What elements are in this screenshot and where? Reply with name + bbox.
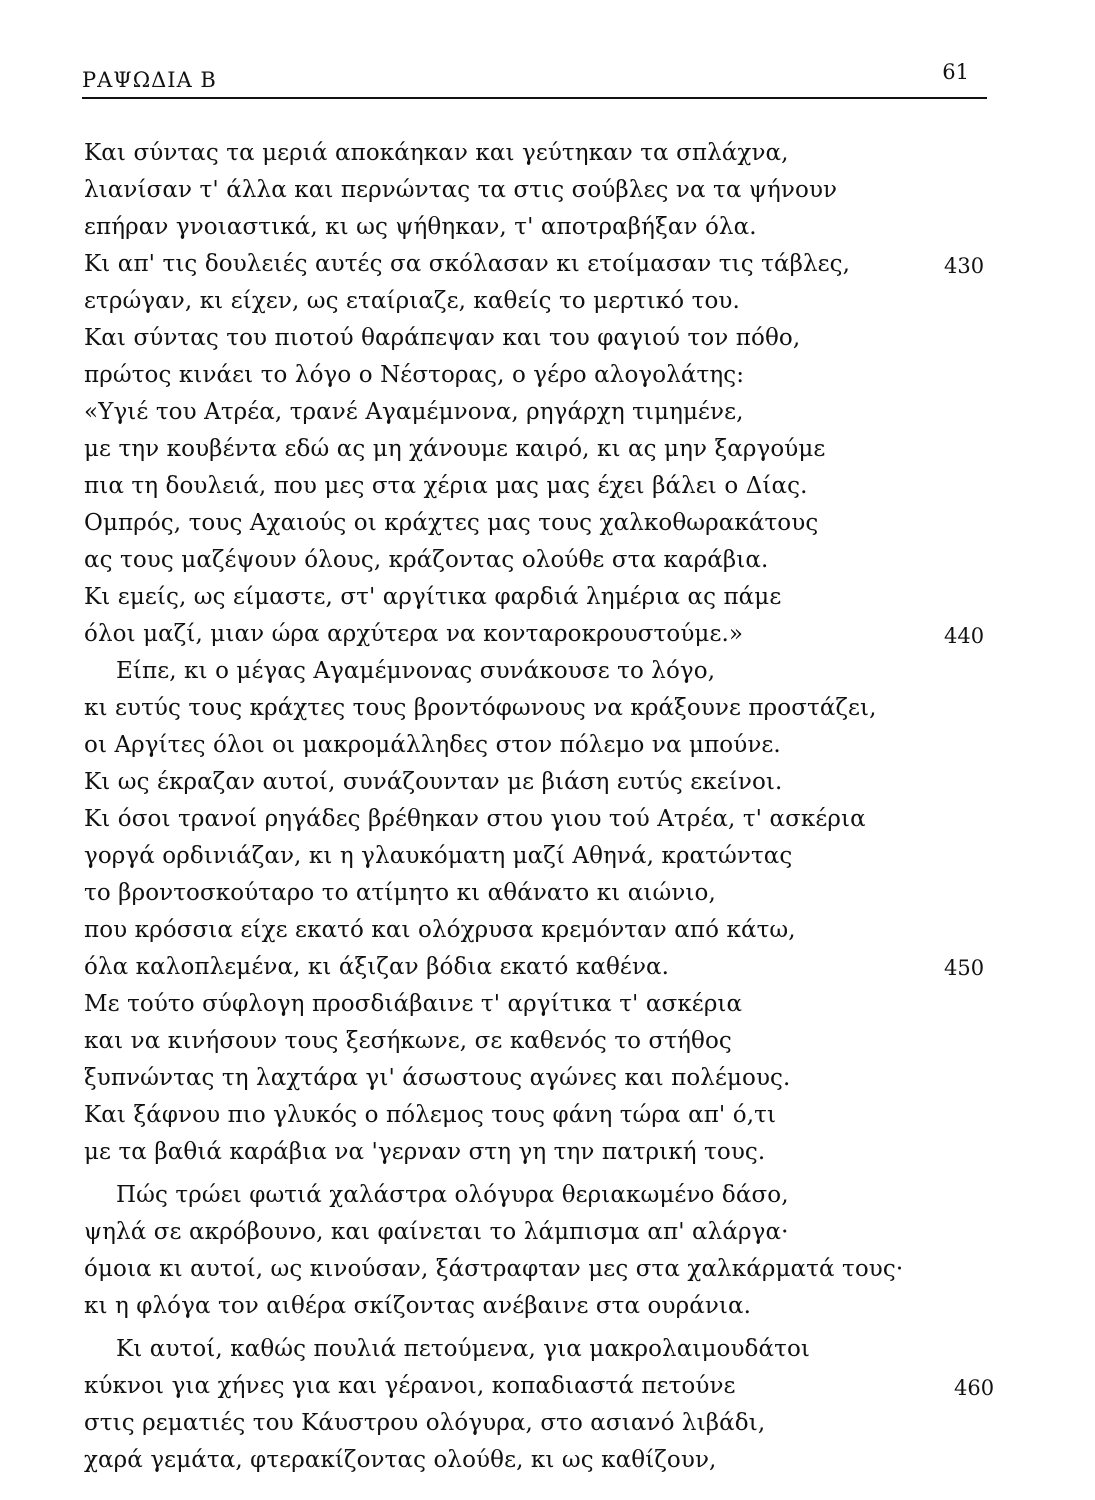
verse-line: ετρώγαν, κι είχεν, ως εταίριαζε, καθείς το μερτικό του.: [84, 288, 740, 314]
verse-line: ψηλά σε ακρόβουνο, και φαίνεται το λάμπισμα απ' αλάργα·: [84, 1219, 789, 1245]
verse-line: πια τη δουλειά, που μες στα χέρια μας μας έχει βάλει ο Δίας.: [84, 473, 808, 499]
verse-number: 430: [944, 254, 985, 278]
verse-line: Πώς τρώει φωτιά χαλάστρα ολόγυρα θεριακωμένο δάσο,: [116, 1182, 789, 1208]
verse-line: Και σύντας του πιοτού θαράπεψαν και του φαγιού τον πόθο,: [84, 325, 801, 351]
verse-line: στις ρεματιές του Κάυστρου ολόγυρα, στο ασιανό λιβάδι,: [84, 1410, 766, 1436]
verse-line: Κι όσοι τρανοί ρηγάδες βρέθηκαν στου γιου τού Ατρέα, τ' ασκέρια: [84, 806, 866, 832]
page-number: 61: [942, 60, 969, 84]
verse-line: Κι εμείς, ως είμαστε, στ' αργίτικα φαρδιά λημέρια ας πάμε: [84, 584, 782, 610]
verse-line: ξυπνώντας τη λαχτάρα γι' άσωστους αγώνες και πολέμους.: [84, 1065, 791, 1091]
verse-line: οι Αργίτες όλοι οι μακρομάλληδες στον πόλεμο να μπούνε.: [84, 732, 781, 758]
verse-line: όμοια κι αυτοί, ως κινούσαν, ξάστραφταν μες στα χαλκάρματά τους·: [84, 1256, 904, 1282]
verse-line: που κρόσσια είχε εκατό και ολόχρυσα κρεμόνταν από κάτω,: [84, 917, 796, 943]
verse-line: κι ευτύς τους κράχτες τους βροντόφωνους να κράξουνε προστάζει,: [84, 695, 877, 721]
verse-line: Είπε, κι ο μέγας Αγαμέμνονας συνάκουσε το λόγο,: [116, 658, 716, 684]
verse-line: όλοι μαζί, μιαν ώρα αρχύτερα να κονταροκρουστούμε.»: [84, 621, 744, 647]
verse-line: το βροντοσκούταρο το ατίμητο κι αθάνατο κι αιώνιο,: [84, 880, 716, 906]
verse-line: και να κινήσουν τους ξεσήκωνε, σε καθενός το στήθος: [84, 1028, 732, 1054]
verse-number: 450: [944, 956, 985, 980]
verse-line: ας τους μαζέψουν όλους, κράζοντας ολούθε στα καράβια.: [84, 547, 769, 573]
verse-line: κύκνοι για χήνες για και γέρανοι, κοπαδιαστά πετούνε: [84, 1373, 736, 1399]
verse-line: Κι ως έκραζαν αυτοί, συνάζουνταν με βιάση ευτύς εκείνοι.: [84, 769, 783, 795]
running-header: [82, 60, 987, 100]
verse-line: Ομπρός, τους Αχαιούς οι κράχτες μας τους χαλκοθωρακάτους: [84, 510, 819, 536]
verse-line: λιανίσαν τ' άλλα και περνώντας τα στις σούβλες να τα ψήνουν: [84, 177, 838, 203]
verse-line: με τα βαθιά καράβια να 'γερναν στη γη την πατρική τους.: [84, 1139, 766, 1165]
verse-line: κι η φλόγα τον αιθέρα σκίζοντας ανέβαινε στα ουράνια.: [84, 1293, 752, 1319]
verse-line: Κι αυτοί, καθώς πουλιά πετούμενα, για μακρολαιμουδάτοι: [116, 1336, 811, 1362]
verse-line: Κι απ' τις δουλειές αυτές σα σκόλασαν κι ετοίμασαν τις τάβλες,: [84, 251, 851, 277]
chapter-title: ΡΑΨΩΔΙΑ Β: [82, 68, 217, 92]
verse-line: Και ξάφνου πιο γλυκός ο πόλεμος τους φάνη τώρα απ' ό,τι: [84, 1102, 777, 1128]
verse-line: «Υγιέ του Ατρέα, τρανέ Αγαμέμνονα, ρηγάρχη τιμημένε,: [84, 399, 744, 425]
verse-line: Με τούτο σύφλογη προσδιάβαινε τ' αργίτικα τ' ασκέρια: [84, 991, 743, 1017]
verse-line: όλα καλοπλεμένα, κι άξιζαν βόδια εκατό καθένα.: [84, 954, 670, 980]
verse-number: 440: [944, 624, 985, 648]
verse-line: επήραν γνοιαστικά, κι ως ψήθηκαν, τ' αποτραβήξαν όλα.: [84, 214, 757, 240]
verse-line: Και σύντας τα μεριά αποκάηκαν και γεύτηκαν τα σπλάχνα,: [84, 140, 789, 166]
verse-line: με την κουβέντα εδώ ας μη χάνουμε καιρό, κι ας μην ξαργούμε: [84, 436, 826, 462]
verse-line: χαρά γεμάτα, φτερακίζοντας ολούθε, κι ως καθίζουν,: [84, 1447, 717, 1473]
header-divider: [82, 97, 987, 99]
verse-line: γοργά ορδινιάζαν, κι η γλαυκόματη μαζί Αθηνά, κρατώντας: [84, 843, 793, 869]
verse-line: πρώτος κινάει το λόγο ο Νέστορας, ο γέρο αλογολάτης:: [84, 362, 745, 388]
verse-number: 460: [954, 1376, 995, 1400]
